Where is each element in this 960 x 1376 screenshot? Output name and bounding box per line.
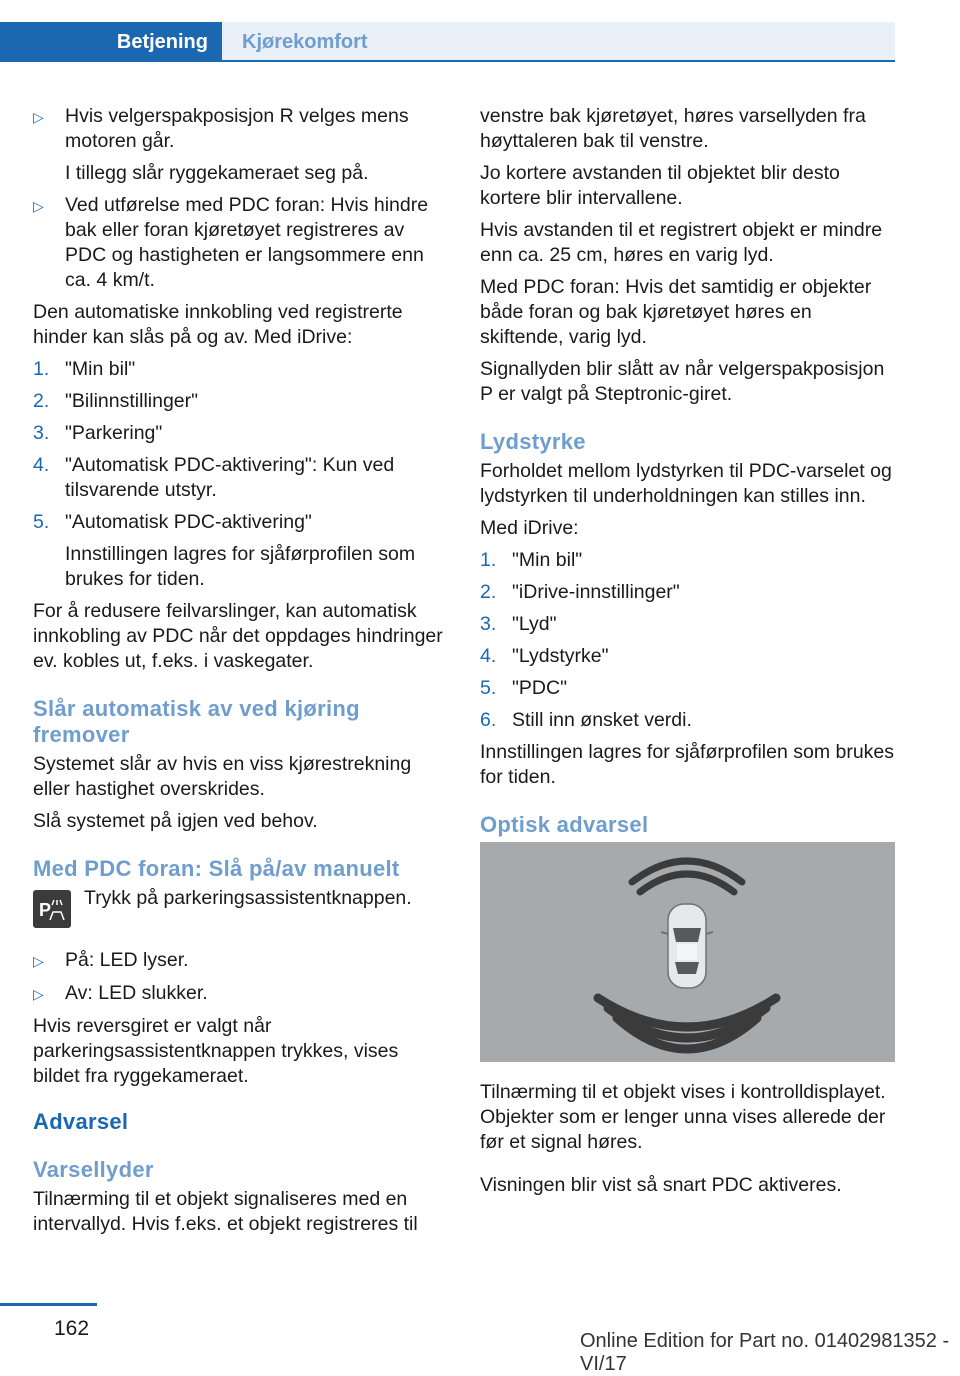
list-item: [33, 510, 448, 592]
paragraph: Visningen blir vist så snart PDC aktiveres.: [480, 1174, 842, 1196]
step-number: 5.: [33, 511, 50, 533]
section-heading: Optisk advarsel: [480, 812, 649, 837]
paragraph: Forholdet mellom lydstyrken til PDC-varselet og lydstyrken til underholdningen kan stilles inn.: [480, 460, 892, 507]
list-item: [480, 548, 895, 573]
step-text: "Min bil": [512, 549, 583, 571]
step-text: "Bilinnstillinger": [65, 390, 199, 412]
page-header: [0, 0, 895, 62]
left-column: [33, 104, 448, 1244]
list-item: [33, 389, 448, 414]
right-column: [480, 104, 895, 1205]
list-item: [33, 193, 448, 293]
list-item: [33, 981, 448, 1007]
list-item: [480, 612, 895, 637]
triangle-bullet-icon: ▷: [33, 953, 44, 969]
list-item: [33, 104, 448, 186]
step-text: "Lydstyrke": [512, 645, 609, 667]
step-text: "Automatisk PDC-aktivering": Kun ved tilsvarende utstyr.: [65, 454, 395, 501]
parking-assistant-button-icon: [33, 890, 71, 928]
paragraph: For å redusere feilvarslinger, kan automatisk innkobling av PDC når det oppdages hindringer ev. kobles ut, f.eks. i vaskegater.: [33, 600, 443, 672]
list-item: [33, 357, 448, 382]
icon-instruction-text: Trykk på parkeringsassistentknappen.: [84, 887, 412, 909]
paragraph: Med PDC foran: Hvis det samtidig er objekter både foran og bak kjøretøyet høres en skiftende, varig lyd.: [480, 276, 872, 348]
step-number: 2.: [480, 581, 497, 603]
step-text: Still inn ønsket verdi.: [512, 709, 692, 731]
list-item: [480, 708, 895, 733]
section-heading: Lydstyrke: [480, 429, 586, 454]
paragraph: Hvis avstanden til et registrert objekt er mindre enn ca. 25 cm, høres en varig lyd.: [480, 219, 883, 266]
section-heading: Varsellyder: [33, 1157, 154, 1182]
step-number: 5.: [480, 677, 497, 699]
icon-instruction: [33, 886, 448, 928]
bullet-subtext: I tillegg slår ryggekameraet seg på.: [65, 162, 369, 184]
step-text: "Automatisk PDC-aktivering": [65, 511, 312, 533]
paragraph: Med iDrive:: [480, 517, 579, 539]
step-text: "PDC": [512, 677, 568, 699]
paragraph: Tilnærming til et objekt signaliseres med en intervallyd. Hvis f.eks. et objekt registreres til: [33, 1188, 418, 1235]
triangle-bullet-icon: ▷: [33, 986, 44, 1002]
step-number: 3.: [480, 613, 497, 635]
paragraph: Den automatiske innkobling ved registrerte hinder kan slås på og av. Med iDrive:: [33, 301, 403, 348]
bullet-text: Hvis velgerspakposisjon R velges mens motoren går.: [65, 105, 409, 152]
list-item: [33, 453, 448, 503]
list-item: [480, 580, 895, 605]
paragraph: Signallyden blir slått av når velgerspakposisjon P er valgt på Steptronic-giret.: [480, 358, 885, 405]
list-item: [480, 644, 895, 669]
warning-heading: Advarsel: [33, 1109, 129, 1134]
svg-text:P: P: [39, 900, 52, 920]
bullet-text: Ved utførelse med PDC foran: Hvis hindre bak eller foran kjøretøyet registreres av PDC og hastigheten er langsommere enn ca. 4 km/t.: [65, 194, 429, 291]
bullet-text: På: LED lyser.: [65, 949, 189, 971]
section-heading: Slår automatisk av ved kjøring fremover: [33, 696, 360, 747]
bullet-text: Av: LED slukker.: [65, 982, 208, 1004]
paragraph: venstre bak kjøretøyet, høres varsellyden fra høyttaleren bak til venstre.: [480, 105, 866, 152]
step-text: "Min bil": [65, 358, 136, 380]
step-number: 6.: [480, 709, 497, 731]
step-text: "Lyd": [512, 613, 557, 635]
paragraph: Jo kortere avstanden til objektet blir desto kortere blir intervallene.: [480, 162, 840, 209]
pdc-display-image: [480, 842, 895, 1062]
step-number: 1.: [480, 549, 497, 571]
step-number: 3.: [33, 422, 50, 444]
paragraph: Hvis reversgiret er valgt når parkeringsassistentknappen trykkes, vises bildet fra ryggekameraet.: [33, 1015, 399, 1087]
paragraph: Innstillingen lagres for sjåførprofilen som brukes for tiden.: [480, 741, 895, 788]
paragraph: Systemet slår av hvis en viss kjørestrekning eller hastighet overskrides.: [33, 753, 412, 800]
figure-caption: Tilnærming til et objekt vises i kontrolldisplayet. Objekter som er lenger unna vises allerede der før et signal høres.: [480, 1081, 886, 1153]
triangle-bullet-icon: ▷: [33, 109, 44, 125]
step-subtext: Innstillingen lagres for sjåførprofilen som brukes for tiden.: [65, 543, 416, 590]
list-item: [480, 676, 895, 701]
footer-divider: [0, 1303, 97, 1306]
step-text: "iDrive-innstillinger": [512, 581, 680, 603]
step-number: 1.: [33, 358, 50, 380]
step-number: 2.: [33, 390, 50, 412]
step-number: 4.: [480, 645, 497, 667]
page-number: 162: [54, 1317, 90, 1340]
section-heading: Med PDC foran: Slå på/av manuelt: [33, 856, 400, 881]
paragraph: Slå systemet på igjen ved behov.: [33, 810, 318, 832]
header-divider: [0, 60, 895, 62]
step-text: "Parkering": [65, 422, 163, 444]
section-tab-betjening: Betjening: [0, 22, 222, 62]
list-item: [33, 948, 448, 974]
triangle-bullet-icon: ▷: [33, 198, 44, 214]
list-item: [33, 421, 448, 446]
section-tab-kjorekomfort: Kjørekomfort: [222, 22, 895, 62]
step-number: 4.: [33, 454, 50, 476]
edition-note: Online Edition for Part no. 01402981352 - VI/17: [580, 1330, 950, 1375]
